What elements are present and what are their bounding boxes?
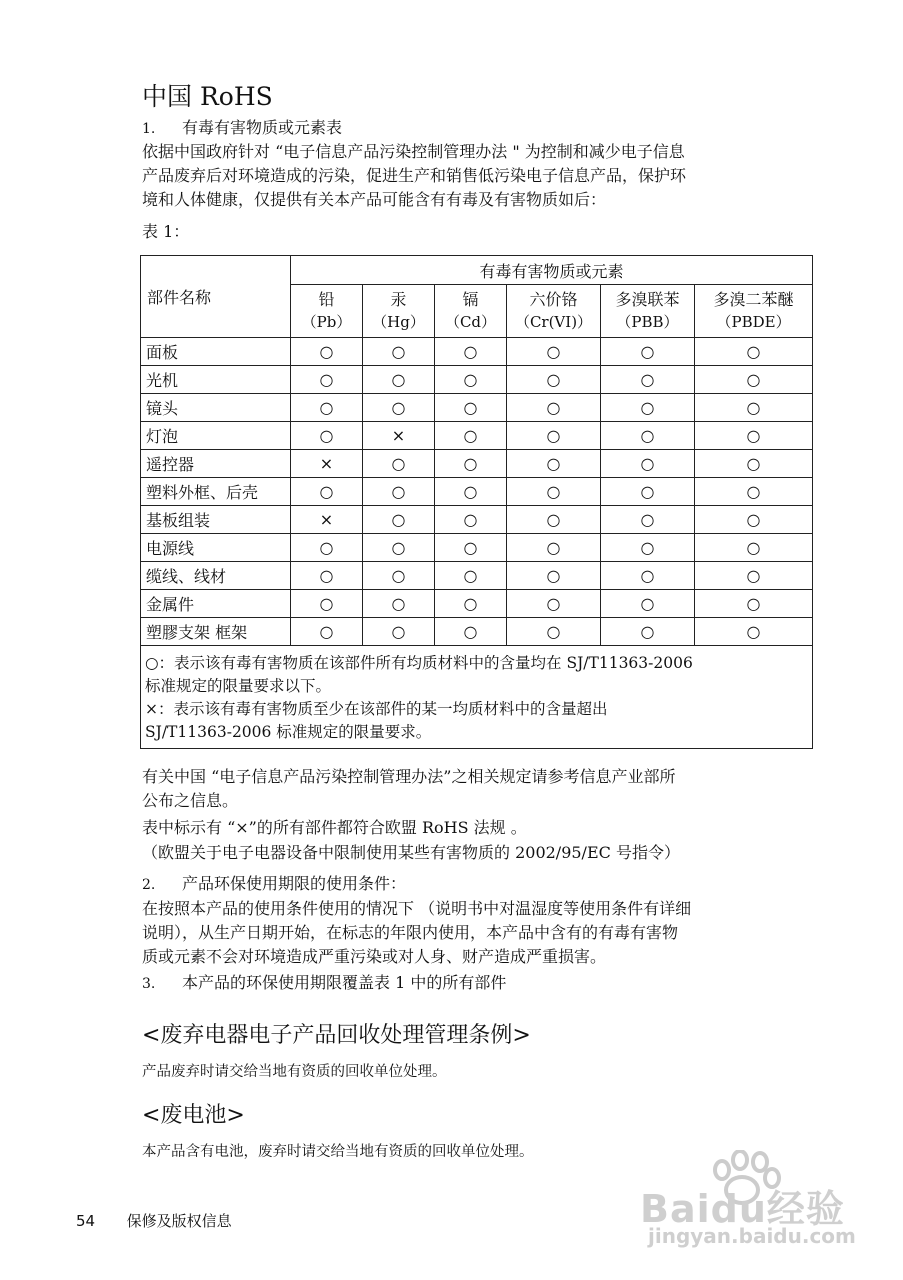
compliance-mark: ○ xyxy=(391,398,406,417)
compliance-mark: ○ xyxy=(463,482,478,501)
substance-header xyxy=(291,285,363,338)
mark-cell xyxy=(695,450,813,478)
after-line: 表中标示有 “×”的所有部件都符合欧盟 RoHS 法规 。 xyxy=(142,818,527,837)
table-row xyxy=(141,338,813,366)
compliance-mark: ○ xyxy=(463,622,478,641)
compliance-mark: ○ xyxy=(746,622,761,641)
compliance-mark: ○ xyxy=(319,594,334,613)
table-row xyxy=(141,422,813,450)
after-line: 有关中国 “电子信息产品污染控制管理办法”之相关规定请参考信息产业部所 xyxy=(142,767,676,786)
mark-cell xyxy=(695,478,813,506)
table-row xyxy=(141,618,813,646)
intro-line: 依据中国政府针对 “电子信息产品污染控制管理办法 " 为控制和减少电子信息 xyxy=(142,142,685,161)
substance-symbol: （Cr(VI)） xyxy=(514,313,593,331)
mark-cell xyxy=(435,618,507,646)
mark-cell xyxy=(695,366,813,394)
part-name-cell: 面板 xyxy=(141,338,291,366)
compliance-mark: ○ xyxy=(391,342,406,361)
compliance-mark: ○ xyxy=(640,398,655,417)
substance-header xyxy=(507,285,601,338)
mark-cell xyxy=(507,590,601,618)
compliance-mark: ○ xyxy=(546,454,561,473)
compliance-mark: ○ xyxy=(640,454,655,473)
section-title-weee: <废弃电器电子产品回收处理管理条例> xyxy=(142,1023,531,1048)
part-name-cell: 金属件 xyxy=(141,590,291,618)
mark-cell xyxy=(363,422,435,450)
compliance-mark: ○ xyxy=(640,594,655,613)
compliance-mark: ○ xyxy=(463,398,478,417)
mark-cell xyxy=(363,338,435,366)
footer-label: 保修及版权信息 xyxy=(126,1212,232,1230)
mark-cell xyxy=(695,534,813,562)
part-name-cell: 电源线 xyxy=(141,534,291,562)
after-line: （欧盟关于电子电器设备中限制使用某些有害物质的 2002/95/EC 号指令） xyxy=(142,843,680,862)
mark-cell xyxy=(435,478,507,506)
mark-cell xyxy=(291,338,363,366)
part-name-cell: 缆线、线材 xyxy=(141,562,291,590)
mark-cell xyxy=(507,478,601,506)
compliance-mark: × xyxy=(391,426,406,445)
compliance-mark: ○ xyxy=(463,538,478,557)
mark-cell xyxy=(363,450,435,478)
substance-symbol: （Pb） xyxy=(301,313,352,331)
substance-name: 多溴联苯 xyxy=(615,290,680,309)
mark-cell xyxy=(363,366,435,394)
compliance-mark: ○ xyxy=(640,510,655,529)
mark-cell xyxy=(363,618,435,646)
mark-cell xyxy=(695,506,813,534)
table-row xyxy=(141,450,813,478)
table-row xyxy=(141,394,813,422)
compliance-mark: ○ xyxy=(546,566,561,585)
compliance-mark: ○ xyxy=(640,370,655,389)
mark-cell xyxy=(291,590,363,618)
mark-cell xyxy=(695,562,813,590)
mark-cell xyxy=(363,590,435,618)
part-name-cell: 塑膠支架 框架 xyxy=(141,618,291,646)
substance-name: 六价铬 xyxy=(529,290,578,309)
compliance-mark: × xyxy=(319,510,334,529)
mark-cell xyxy=(601,478,695,506)
compliance-mark: ○ xyxy=(746,510,761,529)
substance-symbol: （Hg） xyxy=(372,313,425,331)
compliance-mark: ○ xyxy=(546,622,561,641)
mark-cell xyxy=(291,450,363,478)
part-name-cell: 灯泡 xyxy=(141,422,291,450)
mark-cell xyxy=(435,590,507,618)
compliance-mark: ○ xyxy=(746,594,761,613)
compliance-mark: ○ xyxy=(746,398,761,417)
hazardous-substances-table xyxy=(140,255,813,749)
section-title-battery: <废电池> xyxy=(142,1103,245,1128)
substance-name: 多溴二苯醚 xyxy=(713,290,794,309)
mark-cell xyxy=(291,618,363,646)
mark-cell xyxy=(435,422,507,450)
compliance-mark: ○ xyxy=(319,622,334,641)
mark-cell xyxy=(435,366,507,394)
compliance-mark: ○ xyxy=(391,538,406,557)
mark-cell xyxy=(507,506,601,534)
mark-cell xyxy=(507,366,601,394)
mark-cell xyxy=(291,506,363,534)
compliance-mark: ○ xyxy=(391,482,406,501)
mark-cell xyxy=(435,534,507,562)
watermark-url: jingyan.baidu.com xyxy=(648,1224,856,1248)
compliance-mark: ○ xyxy=(746,370,761,389)
substance-group-header: 有毒有害物质或元素 xyxy=(291,256,813,285)
compliance-mark: ○ xyxy=(746,454,761,473)
part-name-cell: 遥控器 xyxy=(141,450,291,478)
mark-cell xyxy=(363,562,435,590)
mark-cell xyxy=(507,562,601,590)
mark-cell xyxy=(363,478,435,506)
mark-cell xyxy=(601,394,695,422)
item-3-number: 3. xyxy=(142,976,156,992)
substance-symbol: （PBDE） xyxy=(716,313,791,331)
note-line: SJ/T11363-2006 标准规定的限量要求。 xyxy=(145,723,432,741)
substance-header xyxy=(695,285,813,338)
compliance-mark: ○ xyxy=(463,594,478,613)
compliance-mark: ○ xyxy=(546,482,561,501)
compliance-mark: ○ xyxy=(319,566,334,585)
compliance-mark: ○ xyxy=(463,510,478,529)
mark-cell xyxy=(601,338,695,366)
mark-cell xyxy=(601,618,695,646)
intro-line: 境和人体健康，仅提供有关本产品可能含有有毒及有害物质如后： xyxy=(142,190,607,209)
note-line: 标准规定的限量要求以下。 xyxy=(145,677,332,695)
page-number: 54 xyxy=(76,1212,96,1230)
compliance-mark: ○ xyxy=(746,482,761,501)
note-line: ×：表示该有毒有害物质至少在该部件的某一均质材料中的含量超出 xyxy=(145,700,608,718)
table-row xyxy=(141,506,813,534)
compliance-mark: ○ xyxy=(546,510,561,529)
compliance-mark: ○ xyxy=(463,342,478,361)
mark-cell xyxy=(507,534,601,562)
mark-cell xyxy=(291,422,363,450)
footer xyxy=(76,1210,232,1231)
mark-cell xyxy=(601,562,695,590)
mark-cell xyxy=(435,450,507,478)
item-2-text: 产品环保使用期限的使用条件： xyxy=(182,874,407,893)
mark-cell xyxy=(291,562,363,590)
mark-cell xyxy=(507,618,601,646)
item-2-line: 质或元素不会对环境造成严重污染或对人身、财产造成严重损害。 xyxy=(142,947,607,966)
compliance-mark: ○ xyxy=(746,538,761,557)
substance-symbol: （PBB） xyxy=(616,313,679,331)
mark-cell xyxy=(695,618,813,646)
part-name-cell: 塑料外框、后壳 xyxy=(141,478,291,506)
item-2 xyxy=(142,871,406,898)
substance-name: 铅 xyxy=(318,290,335,309)
mark-cell xyxy=(507,338,601,366)
substance-header xyxy=(363,285,435,338)
mark-cell xyxy=(363,394,435,422)
mark-cell xyxy=(601,506,695,534)
compliance-mark: ○ xyxy=(319,398,334,417)
intro-line: 产品废弃后对环境造成的污染，促进生产和销售低污染电子信息产品，保护环 xyxy=(142,166,687,185)
substance-name: 汞 xyxy=(390,290,407,309)
table-row xyxy=(141,478,813,506)
compliance-mark: ○ xyxy=(391,566,406,585)
substance-name: 镉 xyxy=(462,290,479,309)
table-row xyxy=(141,366,813,394)
table-row xyxy=(141,562,813,590)
mark-cell xyxy=(291,366,363,394)
mark-cell xyxy=(601,366,695,394)
mark-cell xyxy=(695,422,813,450)
item-3-text: 本产品的环保使用期限覆盖表 1 中的所有部件 xyxy=(182,973,507,992)
compliance-mark: ○ xyxy=(391,370,406,389)
compliance-mark: ○ xyxy=(463,566,478,585)
mark-cell xyxy=(363,506,435,534)
compliance-mark: ○ xyxy=(640,566,655,585)
compliance-mark: ○ xyxy=(640,622,655,641)
substance-header xyxy=(435,285,507,338)
compliance-mark: ○ xyxy=(746,566,761,585)
compliance-mark: ○ xyxy=(319,342,334,361)
table-notes xyxy=(141,646,813,749)
compliance-mark: ○ xyxy=(391,510,406,529)
mark-cell xyxy=(507,422,601,450)
mark-cell xyxy=(601,450,695,478)
page-title: 中国 RoHS xyxy=(142,82,273,111)
compliance-mark: ○ xyxy=(319,482,334,501)
table-row xyxy=(141,534,813,562)
item-1-number: 1. xyxy=(142,121,156,137)
compliance-mark: ○ xyxy=(546,594,561,613)
compliance-mark: ○ xyxy=(546,538,561,557)
mark-cell xyxy=(507,450,601,478)
mark-cell xyxy=(601,590,695,618)
note-line: ○：表示该有毒有害物质在该部件所有均质材料中的含量均在 SJ/T11363-2006 xyxy=(145,654,693,672)
item-2-line: 在按照本产品的使用条件使用的情况下 （说明书中对温湿度等使用条件有详细 xyxy=(142,899,692,918)
mark-cell xyxy=(601,422,695,450)
mark-cell xyxy=(435,394,507,422)
part-name-cell: 镜头 xyxy=(141,394,291,422)
item-2-number: 2. xyxy=(142,877,156,893)
compliance-mark: × xyxy=(319,454,334,473)
item-2-line: 说明），从生产日期开始，在标志的年限内使用，本产品中含有的有毒有害物 xyxy=(142,923,679,942)
mark-cell xyxy=(507,394,601,422)
mark-cell xyxy=(363,534,435,562)
compliance-mark: ○ xyxy=(640,482,655,501)
item-3 xyxy=(142,970,506,997)
compliance-mark: ○ xyxy=(746,342,761,361)
table-row xyxy=(141,590,813,618)
compliance-mark: ○ xyxy=(391,594,406,613)
compliance-mark: ○ xyxy=(391,622,406,641)
mark-cell xyxy=(435,506,507,534)
part-name-cell: 光机 xyxy=(141,366,291,394)
section-body-weee: 产品废弃时请交给当地有资质的回收单位处理。 xyxy=(142,1064,447,1080)
table-label: 表 1： xyxy=(142,222,190,241)
compliance-mark: ○ xyxy=(319,538,334,557)
mark-cell xyxy=(291,394,363,422)
substance-header xyxy=(601,285,695,338)
compliance-mark: ○ xyxy=(463,370,478,389)
compliance-mark: ○ xyxy=(463,454,478,473)
compliance-mark: ○ xyxy=(746,426,761,445)
substance-symbol: （Cd） xyxy=(444,313,497,331)
compliance-mark: ○ xyxy=(391,454,406,473)
watermark-brand: Baidu经验 xyxy=(640,1187,845,1231)
compliance-mark: ○ xyxy=(463,426,478,445)
compliance-mark: ○ xyxy=(546,370,561,389)
part-name-header: 部件名称 xyxy=(141,256,291,338)
mark-cell xyxy=(291,478,363,506)
mark-cell xyxy=(291,534,363,562)
mark-cell xyxy=(435,338,507,366)
compliance-mark: ○ xyxy=(319,370,334,389)
mark-cell xyxy=(695,394,813,422)
mark-cell xyxy=(695,590,813,618)
compliance-mark: ○ xyxy=(640,538,655,557)
mark-cell xyxy=(695,338,813,366)
after-line: 公布之信息。 xyxy=(142,791,239,810)
compliance-mark: ○ xyxy=(546,398,561,417)
compliance-mark: ○ xyxy=(640,342,655,361)
compliance-mark: ○ xyxy=(546,342,561,361)
item-1 xyxy=(142,115,342,142)
compliance-mark: ○ xyxy=(546,426,561,445)
section-body-battery: 本产品含有电池，废弃时请交给当地有资质的回收单位处理。 xyxy=(142,1144,534,1160)
item-1-text: 有毒有害物质或元素表 xyxy=(182,118,343,137)
compliance-mark: ○ xyxy=(319,426,334,445)
part-name-cell: 基板组装 xyxy=(141,506,291,534)
mark-cell xyxy=(601,534,695,562)
mark-cell xyxy=(435,562,507,590)
compliance-mark: ○ xyxy=(640,426,655,445)
